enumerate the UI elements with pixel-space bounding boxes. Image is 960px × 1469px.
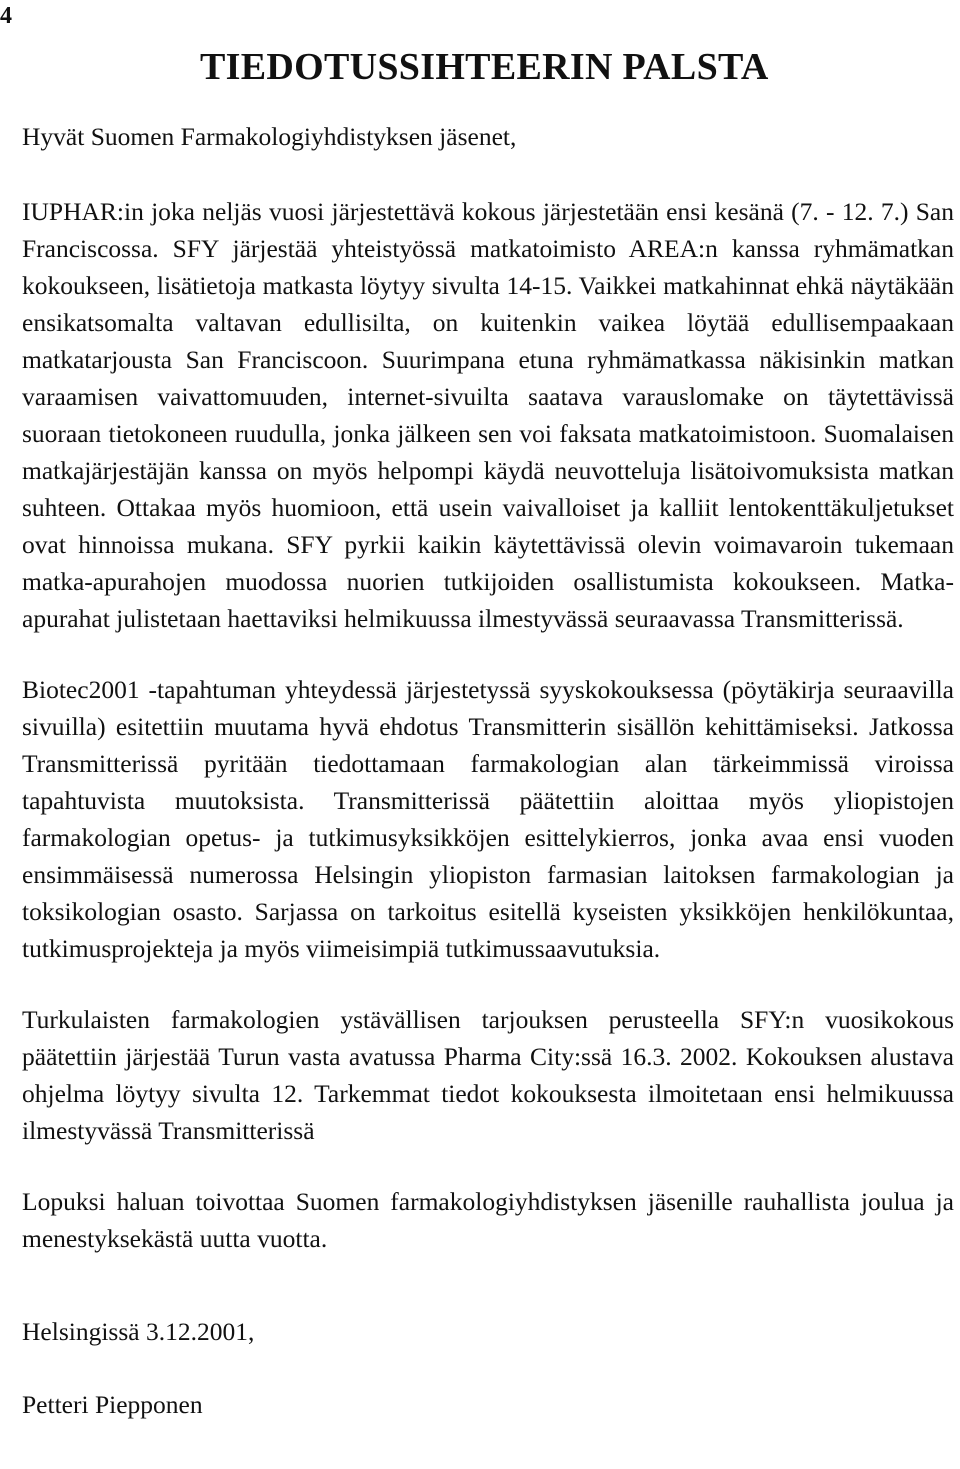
paragraph-season-greetings: Lopuksi haluan toivottaa Suomen farmakologiyhdistyksen jäsenille rauhallista joulua ja menestyksekästä uutta vuotta. — [22, 1187, 954, 1253]
paragraph-iuphar-meeting: IUPHAR:in joka neljäs vuosi järjestettävä kokous järjestetään ensi kesänä (7. - 12. 7.) San Franciscossa. SFY järjestää yhteistyössä matkatoimisto AREA:n kanssa ryhmämatkan kokoukseen, lisätietoja matkasta löytyy sivulta 14-15. Vaikkei matkahinnat ehkä näytäkään ensikatsomalta valtavan edullisilta, on kuitenkin vaikea löytää edullisempaakaan matkatarjousta San Franciscoon. Suurimpana etuna ryhmämatkassa näkisinkin matkan varaamisen vaivattomuuden, internet-sivuilta saatava varauslomake on täytettävissä suoraan tietokoneen ruudulla, jonka jälkeen sen voi faksata matkatoimistoon. Suomalaisen matkajärjestäjän kanssa on myös helpompi käydä neuvotteluja lisätoivomuksista matkan suhteen. Ottakaa myös huomioon, että usein vaivalloiset ja kalliit lentokenttäkuljetukset ovat hinnoissa mukana. SFY pyrkii kaikin käytettävissä olevin voimavaroin tukemaan matka-apurahojen muodossa nuorien tutkijoiden osallistumista kokoukseen. Matka-apurahat julistetaan haettaviksi helmikuussa ilmestyvässä seuraavassa Transmitterissä. — [22, 197, 954, 633]
signature-name: Petteri Piepponen — [22, 1390, 203, 1419]
page-number: 4 — [0, 3, 12, 29]
signature-place-date: Helsingissä 3.12.2001, — [22, 1317, 255, 1346]
letter-greeting: Hyvät Suomen Farmakologiyhdistyksen jäsenet, — [22, 122, 517, 151]
article-body — [22, 118, 954, 1423]
paragraph-annual-meeting: Turkulaisten farmakologien ystävällisen tarjouksen perusteella SFY:n vuosikokous päätettiin järjestää Turun vasta avatussa Pharma City:ssä 16.3. 2002. Kokouksen alustava ohjelma löytyy sivulta 12. Tarkemmat tiedot kokouksesta ilmoitetaan ensi helmikuussa ilmestyvässä Transmitterissä — [22, 1005, 954, 1145]
paragraph-transmitter-development: Biotec2001 -tapahtuman yhteydessä järjestetyssä syyskokouksessa (pöytäkirja seuraavilla sivuilla) esitettiin muutama hyvä ehdotus Transmitterin sisällön kehittämiseksi. Jatkossa Transmitterissä pyritään tiedottamaan farmakologian alan tärkeimmissä viroissa tapahtuvista muutoksista. Transmitterissä päätettiin aloittaa myös yliopistojen farmakologian opetus- ja tutkimusyksikköjen esittelykierros, jonka avaa ensi vuoden ensimmäisessä numerossa Helsingin yliopiston farmasian laitoksen farmakologian ja toksikologian osasto. Sarjassa on tarkoitus esitellä kyseisten yksikköjen henkilökuntaa, tutkimusprojekteja ja myös viimeisimpiä tutkimussaavutuksia. — [22, 675, 954, 963]
page-title: TIEDOTUSSIHTEERIN PALSTA — [200, 46, 769, 88]
